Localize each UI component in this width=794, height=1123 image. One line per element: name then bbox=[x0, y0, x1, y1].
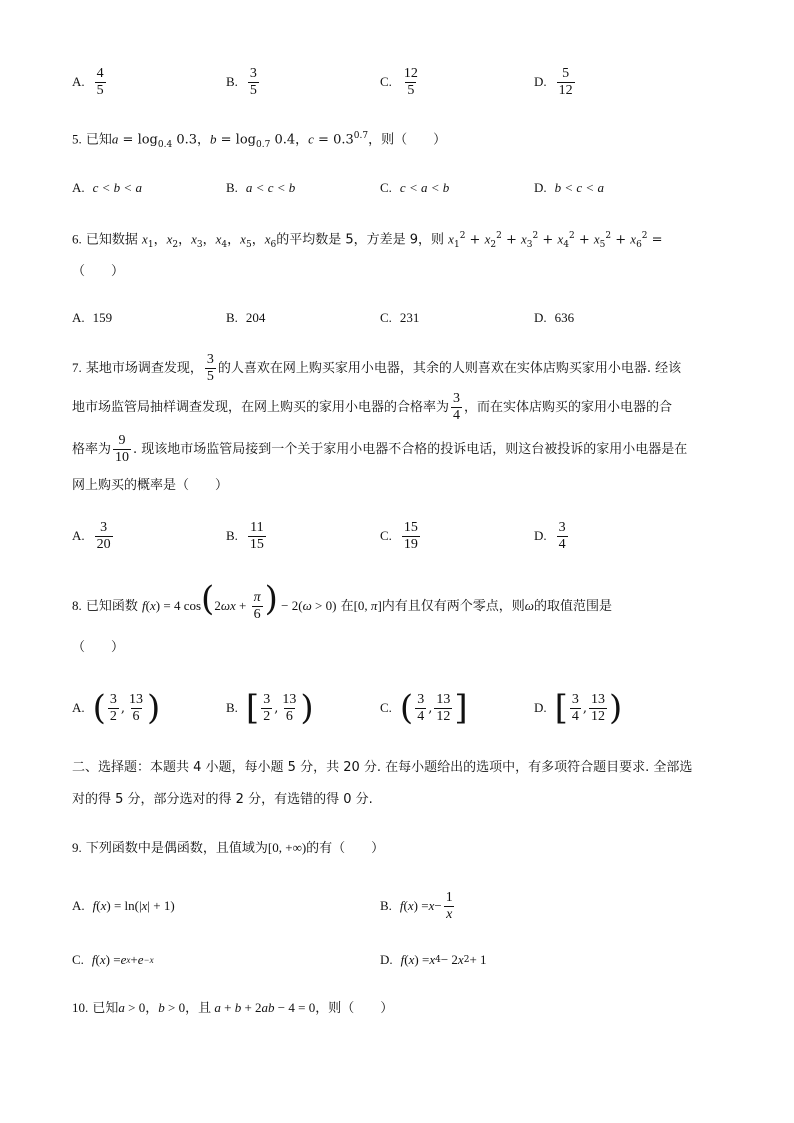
q5-option-b[interactable]: B. a < c < b bbox=[226, 180, 296, 195]
q5-option-d[interactable]: D. b < c < a bbox=[534, 180, 604, 195]
q7-options bbox=[72, 514, 722, 558]
q6-paren: （ ） bbox=[72, 264, 125, 279]
fraction: $\frac{4}{5}$ bbox=[96, 65, 104, 98]
section2-heading-line2: 对的得 5 分，部分选对的得 2 分，有选错的得 0 分. bbox=[72, 792, 373, 807]
fraction: $\frac{12}{5}$ bbox=[403, 65, 418, 98]
q4-option-b[interactable]: B. $\frac{3}{5}$ bbox=[226, 65, 257, 98]
q6-options bbox=[72, 296, 722, 340]
q7-option-d[interactable]: D. $\frac{3}{4}$ bbox=[534, 519, 566, 552]
q6-option-a[interactable]: A. 159 bbox=[72, 310, 113, 325]
q9-options-row2 bbox=[72, 938, 722, 982]
q10-stem: 10. 已知a > 0，b > 0，且 a + b + 2ab − 4 = 0，则（ ） bbox=[72, 1000, 394, 1016]
q8-stem: 8. 已知函数 f(x) = 4 cos(2ωx + $\frac{\pi}{6}$ ) − 2(ω > 0) 在[0, π]内有且仅有两个零点，则ω的取值范围是 bbox=[72, 579, 612, 622]
q9-stem: 9. 下列函数中是偶函数，且值域为[0, +∞)的有（ ） bbox=[72, 840, 385, 856]
q8-option-d[interactable]: D. [ $\frac{3}{4}$ , $\frac{13}{12}$ ) bbox=[534, 688, 623, 728]
q7-line2: 地市场监管局抽样调查发现，在网上购买的家用小电器的合格率为 $\frac{3}{4}$ ，而在实体店购买的家用小电器的合 bbox=[72, 391, 673, 423]
q4-options bbox=[72, 60, 722, 104]
q9-option-a[interactable]: A. f ( x ) = ln(| x | + 1) bbox=[72, 898, 175, 913]
q9-option-c[interactable]: C. f ( x ) = e x + e −x bbox=[72, 952, 154, 967]
q4-option-d[interactable]: D. $\frac{5}{12}$ bbox=[534, 65, 573, 98]
fraction: $\frac{3}{5}$ bbox=[249, 65, 257, 98]
q6-option-b[interactable]: B. 204 bbox=[226, 310, 266, 325]
q9-option-d[interactable]: D. f ( x ) = x 4 − 2 x 2 + 1 bbox=[380, 952, 487, 967]
q5-option-a[interactable]: A. c < b < a bbox=[72, 180, 142, 195]
q8-paren: （ ） bbox=[72, 640, 125, 655]
q9-option-b[interactable]: B. f ( x ) = x − $\frac{1}{x}$ bbox=[380, 889, 453, 922]
q8-option-a[interactable]: A. ( $\frac{3}{2}$ , $\frac{13}{6}$ ) bbox=[72, 688, 161, 728]
q7-option-a[interactable]: A. $\frac{3}{20}$ bbox=[72, 519, 111, 552]
q6-option-d[interactable]: D. 636 bbox=[534, 310, 575, 325]
q4-option-c[interactable]: C. $\frac{12}{5}$ bbox=[380, 65, 418, 98]
q7-option-b[interactable]: B. $\frac{11}{15}$ bbox=[226, 519, 264, 552]
fraction: $\frac{5}{12}$ bbox=[558, 65, 573, 98]
q8-option-c[interactable]: C. ( $\frac{3}{4}$ , $\frac{13}{12}$ ] bbox=[380, 688, 468, 728]
q7-option-c[interactable]: C. $\frac{15}{19}$ bbox=[380, 519, 418, 552]
q5-option-c[interactable]: C. c < a < b bbox=[380, 180, 450, 195]
q8-options bbox=[72, 686, 722, 730]
q7-line3: 格率为 $\frac{9}{10}$ . 现该地市场监管局接到一个关于家用小电器不合格的投诉电话，则这台被投诉的家用小电器是在 bbox=[72, 433, 688, 465]
q5-options bbox=[72, 166, 722, 210]
q8-option-b[interactable]: B. [ $\frac{3}{2}$ , $\frac{13}{6}$ ) bbox=[226, 688, 314, 728]
section2-heading-line1: 二、选择题：本题共 4 小题，每小题 5 分，共 20 分. 在每小题给出的选项中，有多项符合题目要求. 全部选 bbox=[72, 760, 693, 775]
q6-stem: 6. 已知数据 $x_1$，$x_2$，$x_3$，$x_4$，$x_5$，$x_6$的平均数是 5，方差是 9，则 $x_1^2 + x_2^2 + x_3^2 + x_4^2 + x_5^2 + x_6^2$ = bbox=[72, 231, 663, 250]
q6-option-c[interactable]: C. 231 bbox=[380, 310, 420, 325]
q7-line4: 网上购买的概率是（ ） bbox=[72, 478, 229, 493]
q4-option-a[interactable]: A. $\frac{4}{5}$ bbox=[72, 65, 104, 98]
q9-options-row1 bbox=[72, 884, 722, 928]
q5-stem: 5. 已知$a = \log_{0.4} 0.3$，$b = \log_{0.7} 0.4$，$c = 0.3^{0.7}$，则（ ） bbox=[72, 131, 447, 150]
q7-line1: 7. 某地市场调查发现， $\frac{3}{5}$ 的人喜欢在网上购买家用小电器，其余的人则喜欢在实体店购买家用小电器. 经该 bbox=[72, 352, 682, 384]
